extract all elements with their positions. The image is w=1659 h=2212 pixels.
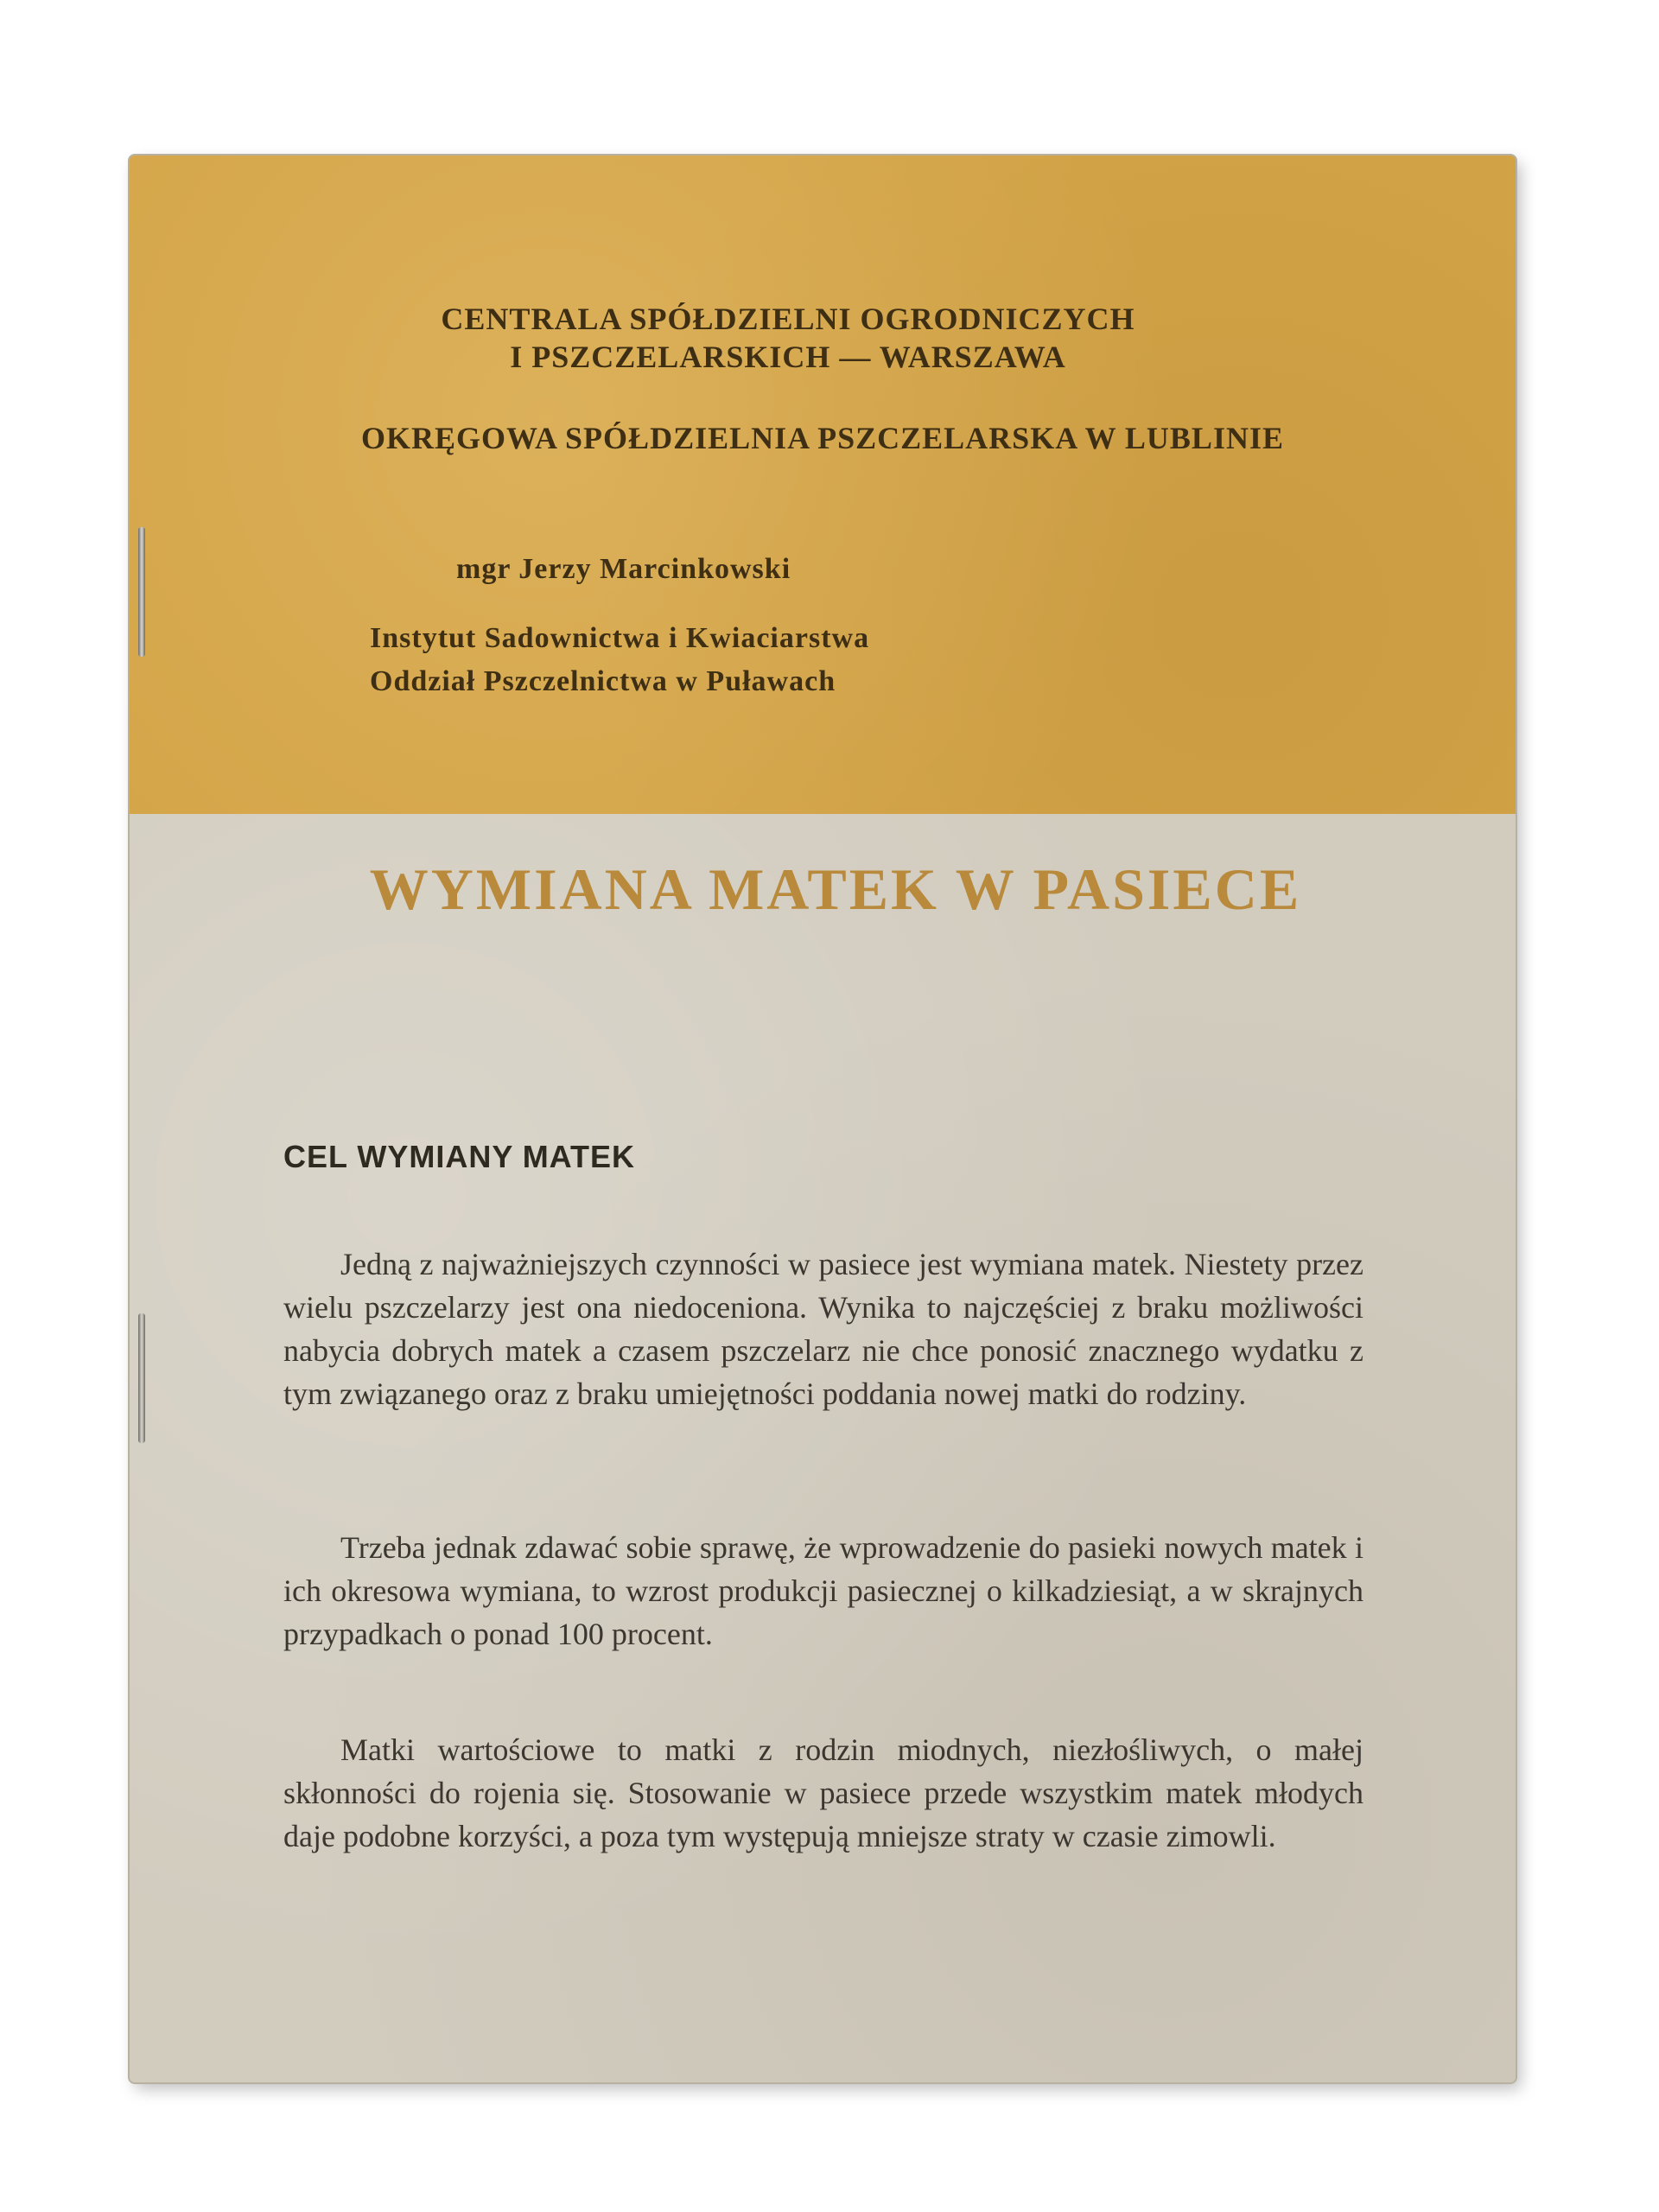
paragraph-3: Matki wartościowe to matki z rodzin miodnych, niezłośliwych, o małej skłonności do rojenia się. Stosowanie w pasiece przede wszystkim matek młodych daje podobne korzyści, a poza tym występują mniejsze straty w czasie zimowli.: [283, 1732, 1363, 1853]
paragraph-1: Jedną z najważniejszych czynności w pasiece jest wymiana matek. Niestety przez wielu pszczelarzy jest ona niedoceniona. Wynika to najczęściej z braku możliwości nabycia dobrych matek a czasem pszczelarz nie chce ponosić znacznego wydatku z tym związanego oraz z braku umiejętności poddania nowej matki do rodziny.: [283, 1247, 1363, 1411]
booklet-cover: [130, 156, 1516, 2082]
author-name: mgr Jerzy Marcinkowski: [456, 553, 791, 585]
staple-bottom: [138, 1313, 145, 1443]
paragraph-2: Trzeba jednak zdawać sobie sprawę, że wprowadzenie do pasieki nowych matek i ich okresowa wymiana, to wzrost produkcji pasiecznej o kilkadziesiąt, a w skrajnych przypadkach o ponad 100 procent.: [283, 1530, 1363, 1651]
organization-name-line-1: CENTRALA SPÓŁDZIELNI OGRODNICZYCH: [441, 302, 1135, 336]
organization-name-line-2: I PSZCZELARSKICH — WARSZAWA: [510, 340, 1066, 374]
cooperative-name: OKRĘGOWA SPÓŁDZIELNIA PSZCZELARSKA W LUBLINIE: [361, 421, 1284, 455]
section-heading: CEL WYMIANY MATEK: [283, 1139, 636, 1174]
cover-header-band: [130, 156, 1516, 814]
institute-line-1: Instytut Sadownictwa i Kwiaciarstwa: [370, 622, 870, 654]
cover-body: [130, 814, 1516, 2082]
institute-line-2: Oddział Pszczelnictwa w Puławach: [370, 665, 836, 697]
document-title: WYMIANA MATEK W PASIECE: [369, 856, 1302, 922]
staple-top: [138, 527, 145, 657]
